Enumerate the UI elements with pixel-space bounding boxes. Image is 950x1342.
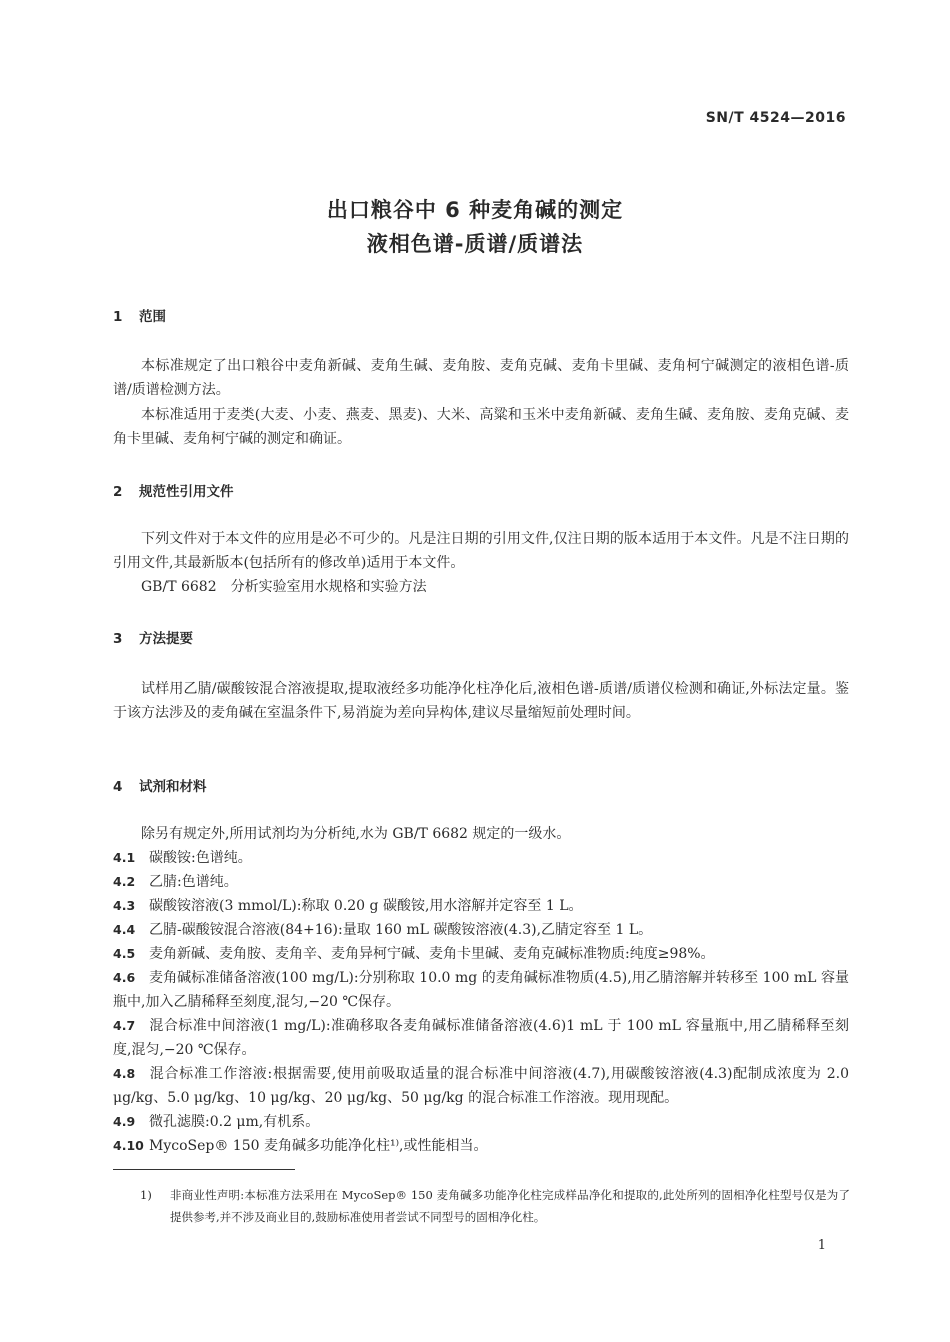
list-item (113, 1134, 849, 1158)
item-number: 4.1 (113, 850, 136, 865)
section-title: 试剂和材料 (139, 779, 207, 795)
item-number: 4.3 (113, 898, 136, 913)
section-2-heading (113, 480, 234, 500)
item-text: MycoSep® 150 麦角碱多功能净化柱¹⁾,或性能相当。 (149, 1138, 488, 1154)
footnote-text: 非商业性声明:本标准方法采用在 MycoSep® 150 麦角碱多功能净化柱完成样品净化和提取的,此处所列的固相净化柱型号仅是为了提供参考,并不涉及商业目的,鼓励标准使用者尝试不同型号的固相净化柱。 (170, 1188, 850, 1224)
list-item (113, 1110, 849, 1134)
item-text: 混合标准中间溶液(1 mg/L):准确移取各麦角碱标准储备溶液(4.6)1 mL 于 100 mL 容量瓶中,用乙腈稀释至刻度,混匀,−20 ℃保存。 (113, 1018, 849, 1058)
item-number: 4.4 (113, 922, 136, 937)
item-text: 麦角新碱、麦角胺、麦角辛、麦角异柯宁碱、麦角卡里碱、麦角克碱标准物质:纯度≥98%。 (149, 946, 715, 962)
section-number: 3 (113, 631, 123, 647)
normative-reference: GB/T 6682 分析实验室用水规格和实验方法 (141, 579, 427, 595)
item-number: 4.6 (113, 970, 136, 985)
section-1-heading (113, 305, 166, 325)
footnote-number: 1) (140, 1188, 152, 1202)
document-title: 出口粮谷中 6 种麦角碱的测定 (326, 198, 624, 222)
list-item (113, 894, 849, 918)
item-text: 乙腈:色谱纯。 (149, 874, 238, 890)
list-item (113, 1062, 849, 1110)
list-item (113, 966, 849, 1014)
section-number: 2 (113, 484, 123, 500)
item-text: 微孔滤膜:0.2 μm,有机系。 (149, 1114, 320, 1130)
item-number: 4.2 (113, 874, 136, 889)
section-4-heading (113, 775, 207, 795)
section-1-paragraph-2: 本标准适用于麦类(大麦、小麦、燕麦、黑麦)、大米、高粱和玉米中麦角新碱、麦角生碱、麦角胺、麦角克碱、麦角卡里碱、麦角柯宁碱的测定和确证。 (113, 407, 849, 447)
item-number: 4.7 (113, 1018, 136, 1033)
footnote-divider (113, 1169, 295, 1170)
list-item (113, 942, 849, 966)
section-1-paragraph-1: 本标准规定了出口粮谷中麦角新碱、麦角生碱、麦角胺、麦角克碱、麦角卡里碱、麦角柯宁碱测定的液相色谱-质谱/质谱检测方法。 (113, 358, 849, 398)
item-number: 4.9 (113, 1114, 136, 1129)
item-text: 乙腈-碳酸铵混合溶液(84+16):量取 160 mL 碳酸铵溶液(4.3),乙腈定容至 1 L。 (149, 922, 653, 938)
item-number: 4.10 (113, 1138, 144, 1153)
item-number: 4.5 (113, 946, 136, 961)
standard-code: SN/T 4524—2016 (705, 110, 846, 126)
section-3-paragraph-1: 试样用乙腈/碳酸铵混合溶液提取,提取液经多功能净化柱净化后,液相色谱-质谱/质谱仪检测和确证,外标法定量。鉴于该方法涉及的麦角碱在室温条件下,易消旋为差向异构体,建议尽量缩短前处理时间。 (113, 681, 849, 721)
item-number: 4.8 (113, 1066, 136, 1081)
list-item (113, 870, 849, 894)
section-4-paragraph-1: 除另有规定外,所用试剂均为分析纯,水为 GB/T 6682 规定的一级水。 (141, 826, 571, 842)
section-title: 规范性引用文件 (139, 484, 234, 500)
section-number: 1 (113, 309, 123, 325)
document-subtitle: 液相色谱-质谱/质谱法 (366, 232, 584, 256)
section-title: 范围 (139, 309, 166, 325)
section-2-paragraph-1: 下列文件对于本文件的应用是必不可少的。凡是注日期的引用文件,仅注日期的版本适用于本文件。凡是不注日期的引用文件,其最新版本(包括所有的修改单)适用于本文件。 (113, 531, 849, 571)
item-text: 混合标准工作溶液:根据需要,使用前吸取适量的混合标准中间溶液(4.7),用碳酸铵溶液(4.3)配制成浓度为 2.0 μg/kg、5.0 μg/kg、10 μg/kg、20 μg/kg、50 μg/kg 的混合标准工作溶液。现用现配。 (113, 1066, 849, 1106)
page-number: 1 (817, 1238, 826, 1253)
item-text: 碳酸铵:色谱纯。 (149, 850, 252, 866)
list-item (113, 846, 849, 870)
item-text: 麦角碱标准储备溶液(100 mg/L):分别称取 10.0 mg 的麦角碱标准物质(4.5),用乙腈溶解并转移至 100 mL 容量瓶中,加入乙腈稀释至刻度,混匀,−20 ℃保存。 (113, 970, 849, 1010)
list-item (113, 918, 849, 942)
list-item (113, 1014, 849, 1062)
section-3-heading (113, 627, 193, 647)
item-text: 碳酸铵溶液(3 mmol/L):称取 0.20 g 碳酸铵,用水溶解并定容至 1 L。 (149, 898, 583, 914)
section-number: 4 (113, 779, 123, 795)
footnote (142, 1184, 850, 1228)
section-title: 方法提要 (139, 631, 193, 647)
